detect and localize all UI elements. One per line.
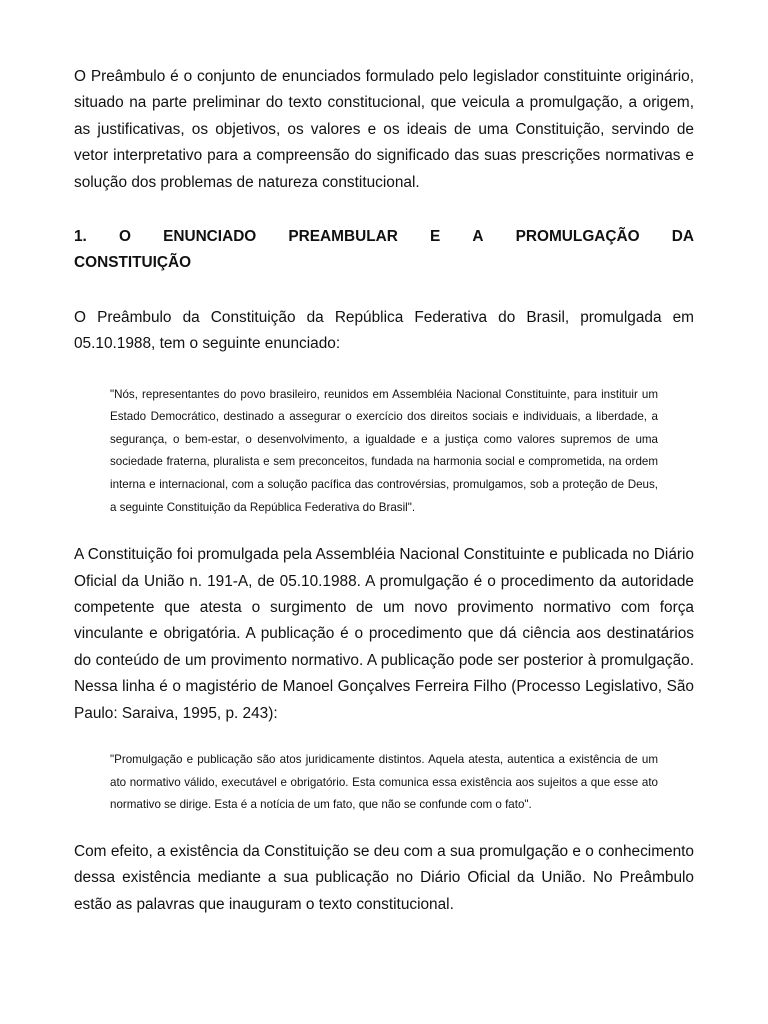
heading-word: E <box>429 228 441 246</box>
heading-word: DA <box>671 228 694 246</box>
heading-word: ENUNCIADO <box>163 228 257 246</box>
heading-word: O <box>118 228 131 246</box>
ferreira-quote: "Promulgação e publicação são atos juridicamente distintos. Aquela atesta, autentica a existência de um ato normativo válido, executável e obrigatório. Esta comunica essa existência aos sujeitos a que esse ato normativo se dirige. Esta é a notícia de um fato, que não se confunde com o fato". <box>110 753 658 812</box>
body-paragraph-2: O Preâmbulo da Constituição da República Federativa do Brasil, promulgada em 05.10.1988, tem o seguinte enunciado: <box>74 308 694 353</box>
body-paragraph-4: Com efeito, a existência da Constituição se deu com a sua promulgação e o conhecimento dessa existência mediante a sua publicação no Diário Oficial da União. No Preâmbulo estão as palavras que inauguram o texto constitucional. <box>74 842 694 913</box>
heading-word: PROMULGAÇÃO <box>515 228 640 246</box>
heading-word: PREAMBULAR <box>288 228 398 246</box>
heading-word: 1. <box>74 228 87 246</box>
section-heading <box>74 224 694 277</box>
body-paragraph-3: A Constituição foi promulgada pela Assembléia Nacional Constituinte e publicada no Diário Oficial da União n. 191-A, de 05.10.1988. A promulgação é o procedimento da autoridade competente que atesta o surgimento de um novo provimento normativo com força vinculante e obrigatória. A publicação é o procedimento que dá ciência aos destinatários do conteúdo de um provimento normativo. A publicação pode ser posterior à promulgação. Nessa linha é o magistério de Manoel Gonçalves Ferreira Filho (Processo Legislativo, São Paulo: Saraiva, 1995, p. 243): <box>74 546 694 722</box>
section-heading-line1 <box>74 224 694 250</box>
document-page <box>74 64 694 918</box>
intro-paragraph: O Preâmbulo é o conjunto de enunciados formulado pelo legislador constituinte originário, situado na parte preliminar do texto constitucional, que veicula a promulgação, a origem, as justificativas, os objetivos, os valores e os ideais de uma Constituição, servindo de vetor interpretativo para a compreensão do significado das suas prescrições normativas e solução dos problemas de natureza constitucional. <box>74 68 694 191</box>
heading-word: A <box>472 228 484 246</box>
section-heading-line2: CONSTITUIÇÃO <box>74 254 192 272</box>
preamble-quote: "Nós, representantes do povo brasileiro, reunidos em Assembléia Nacional Constituinte, para instituir um Estado Democrático, destinado a assegurar o exercício dos direitos sociais e individuais, a liberdade, a segurança, o bem-estar, o desenvolvimento, a igualdade e a justiça como valores supremos de uma sociedade fraterna, pluralista e sem preconceitos, fundada na harmonia social e comprometida, na ordem interna e internacional, com a solução pacífica das controvérsias, promulgamos, sob a proteção de Deus, a seguinte Constituição da República Federativa do Brasil". <box>110 387 658 514</box>
